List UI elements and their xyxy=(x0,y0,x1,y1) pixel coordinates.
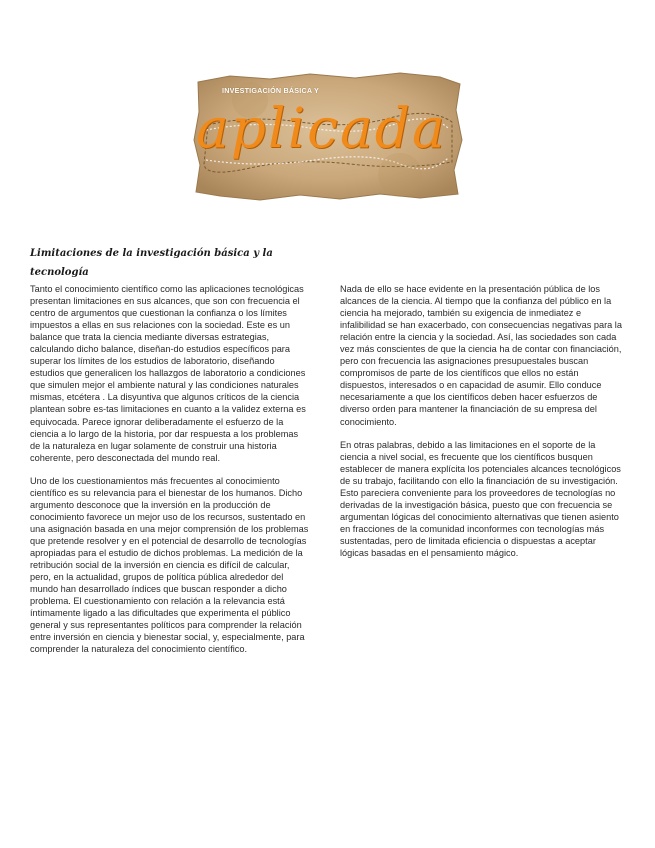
paragraph: Nada de ello se hace evidente en la presentación pública de los alcances de la ciencia. Al tiempo que la confianza del público en la ciencia ha mejorado, también su exigencia de inmediatez e infalibilidad se han exacerbado, con consecuencias negativas para la relación entre la ciencia y la sociedad. Así, las sociedades son cada vez más conscientes de que la ciencia ha de contar con financiación, pero con frecuencia las asignaciones presupuestales buscan compromisos de parte de los científicos que ellos no están dispuestos, interesados o en capacidad de asumir. Ello conduce necesariamente a que los científicos deben hacer esfuerzos de diverso orden para mantener la financiación de su empresa del conocimiento. xyxy=(340,284,622,427)
paragraph: En otras palabras, debido a las limitaciones en el soporte de la ciencia a nivel social, es frecuente que los científicos busquen establecer de manera explícita los potenciales alcances tecnológicos de su trabajo, facilitando con ello la financiación de su investigación. Esto pareciera conveniente para los proveedores de tecnologías no derivadas de la investigación básica, puesto que con frecuencia se argumentan lógicas del conocimiento alternativas que tienen asiento en fracciones de la comunidad inconformes con tecnologías más sustentadas, pero de limitada eficiencia o dispuestas a aceptar lógicas basadas en el pensamiento mágico. xyxy=(340,439,621,558)
banner-title: aplicada xyxy=(196,96,447,160)
section-heading: Limitaciones de la investigación básica y la tecnología xyxy=(30,248,273,278)
paragraph: Uno de los cuestionamientos más frecuentes al conocimiento científico es su relevancia para el bienestar de los humanos. Dicho argumento desconoce que la inversión en la producción de conocimiento favorece un mejor uso de los recursos, sustentado en una asignación basada en una mejor comprensión de los problemas que pretende resolver y en el potencial de desarrollo de tecnologías apropiadas para el estudio de dichos problemas. La medición de la retribución social de la inversión en ciencia es difícil de calcular, pero, en la actualidad, grupos de política pública alrededor del mundo han desarrollado índices que buscan responder a dicho problema. El cuestionamiento con relación a la relevancia está íntimamente ligado a las dificultades que experimenta el público general y sus representantes políticos para comprender la relación entre inversión en ciencia y bienestar social, y, especialmente, para comprender la naturaleza del conocimiento científico. xyxy=(30,475,309,655)
banner-kicker: INVESTIGACIÓN BÁSICA Y xyxy=(222,86,320,95)
paragraph: Tanto el conocimiento científico como las aplicaciones tecnológicas presentan limitaciones en sus alcances, que son con frecuencia el centro de argumentos que cuestionan la confianza o los límites impuestos a ellas en sus relaciones con la sociedad. Este es un balance que trata la ciencia mediante diversas estrategias, calculando dicho balance, diseñan-do estudios específicos para superar los límites de los estudios de laboratorio, diseñando estudios que generalicen los hallazgos de laboratorio a condiciones que simulen mejor el ambiente natural y las condiciones naturales mismas, etcétera . La disyuntiva que algunos críticos de la ciencia plantean sobre es-tas limitaciones en cuanto a la validez externa es equivocada. Parece ignorar deliberadamente el esfuerzo de la ciencia a lo largo de la historia, por dar respuesta a los problemas de la naturaleza en lugar solamente de construir una historia coherente, pero desconectada del mundo real. xyxy=(30,284,306,463)
right-column xyxy=(340,283,624,570)
left-column xyxy=(30,283,310,666)
